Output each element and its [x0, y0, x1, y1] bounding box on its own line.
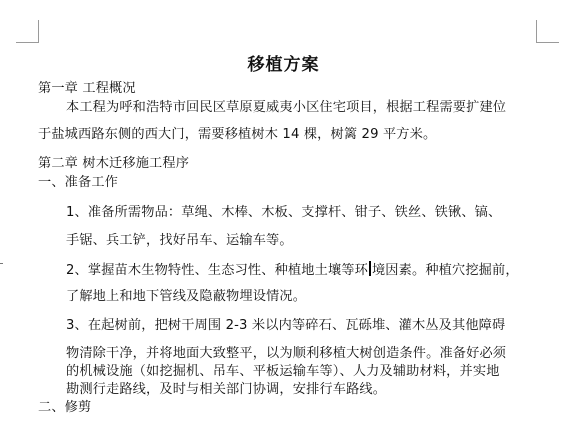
chapter-1-paragraph-line-2[interactable]: 于盐城西路东侧的西大门，需要移植树木 14 棵，树篱 29 平方米。: [38, 127, 437, 142]
item-2-line-1-text-a: 2、掌握苗木生物特性、生态习性、种植地土壤等环: [66, 263, 368, 278]
chapter-1-heading[interactable]: 第一章 工程概况: [38, 81, 136, 96]
section-2-heading[interactable]: 二、修剪: [38, 400, 92, 415]
item-1-line-2[interactable]: 手锯、兵工铲，找好吊车、运输车等。: [66, 233, 293, 248]
section-1-heading[interactable]: 一、准备工作: [38, 175, 119, 190]
document-title[interactable]: 移植方案: [247, 55, 320, 75]
chapter-2-heading[interactable]: 第二章 树木迁移施工程序: [38, 156, 190, 171]
margin-marker: [0, 263, 3, 264]
text-cursor: [369, 261, 371, 276]
crop-mark-top-right: [536, 20, 559, 43]
item-3-line-3[interactable]: 的机械设施（如挖掘机、吊车、平板运输车等）、人力及辅助材料，并实地: [66, 364, 500, 379]
crop-mark-top-left: [16, 20, 39, 43]
item-3-line-2[interactable]: 物清除干净，并将地面大致整平，以为顺利移植大树创造条件。准备好必须: [66, 346, 507, 361]
chapter-1-paragraph-line-1[interactable]: 本工程为呼和浩特市回民区草原夏威夷小区住宅项目，根据工程需要扩建位: [66, 100, 507, 115]
item-2-line-1[interactable]: [66, 261, 519, 279]
item-2-line-2[interactable]: 了解地上和地下管线及隐蔽物埋设情况。: [66, 289, 307, 304]
item-3-line-4[interactable]: 勘测行走路线，及时与相关部门协调，安排行车路线。: [66, 382, 387, 397]
item-2-line-1-text-b: 境因素。种植穴挖掘前，: [371, 263, 519, 278]
item-1-line-1[interactable]: 1、准备所需物品：草绳、木棒、木板、支撑杆、钳子、铁丝、铁锹、镐、: [66, 205, 502, 220]
item-3-line-1[interactable]: 3、在起树前，把树干周围 2-3 米以内等碎石、瓦砾堆、灌木丛及其他障碍: [66, 318, 506, 333]
